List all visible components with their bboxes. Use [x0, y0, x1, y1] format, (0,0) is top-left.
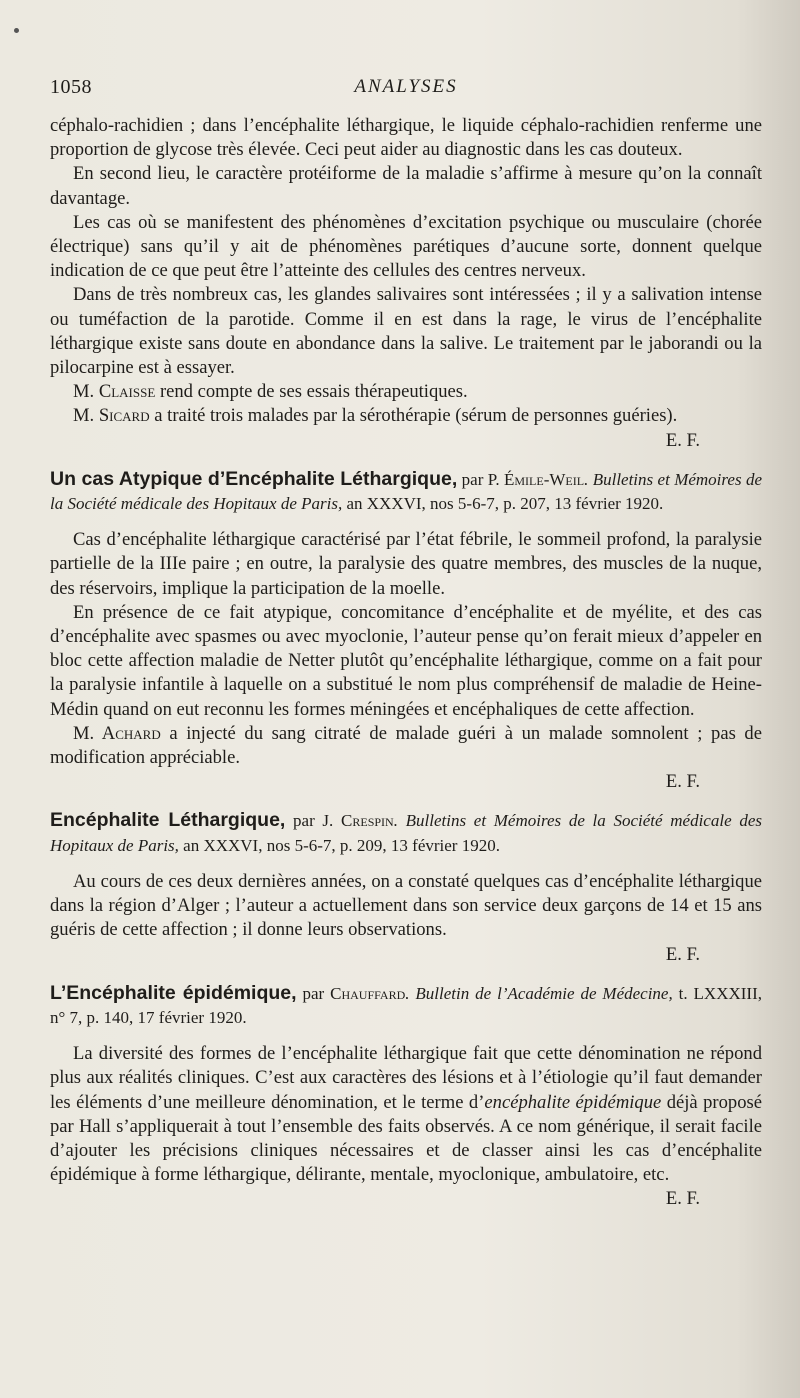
paragraph: Cas d’encéphalite léthargique caractérisé par l’état fébrile, le sommeil profond, la paralysie partielle de la IIIe paire ; en outre, la paralysie des quatre membres, des muscles de la nuque, des réservoirs, implique la participation de la moelle. [50, 529, 762, 599]
author-name: Émile-Weil [503, 469, 585, 489]
article-heading [50, 981, 762, 1030]
page-header [50, 72, 762, 102]
paragraph-text: déjà proposé par Hall s’appliquerait à tout l’ensemble des faits observés. A ce nom générique, il serait facile d’ajouter les précisions cliniques nécessaires et de classer ainsi les cas d’encéphalite épidémique à forme léthargique, délirante, mentale, myoclonique, ambulatoire, etc. [50, 1091, 762, 1186]
paragraph-text: La diversité des formes de l’encéphalite léthargique fait que cette dénomination ne répond plus aux réalités cliniques. C’est aux caractères des lésions et à l’étiologie qu’il faut demander les éléments d’une meilleure dénomination, et le terme d’ [50, 1043, 762, 1113]
signature: E. F. [665, 1188, 700, 1210]
signature: E. F. [665, 943, 700, 965]
citation-ref: t. LXXXIII, n° 7, p. 140, 17 février 1920. [50, 983, 762, 1027]
article-heading [50, 467, 762, 516]
paragraph-text: a injecté du sang citraté de malade guéri à un malade somnolent ; pas de modification appréciable. [50, 722, 762, 769]
paragraph: En présence de ce fait atypique, concomitance d’encéphalite et de myélite, et des cas d’encéphalite avec spasmes ou avec myoclonie, l’auteur pense qu’on ferait mieux d’appeler en bloc cette affection maladie de Netter plutôt qu’encéphalite léthargique, comme on a fait pour la paralysie infantile à laquelle on a substitué le nom plus compréhensif de maladie de Heine-Médin quand on eut reconnu les formes méningées et encéphaliques de cette affection. [50, 601, 762, 720]
running-head: ANALYSES [354, 76, 458, 97]
journal-source: . Bulletins et Mémoires de la Société médicale des Hopitaux de Paris, [50, 469, 762, 514]
byline: par P. [457, 469, 504, 489]
paragraph-text: a traité trois malades par la sérothérapie (sérum de personnes guéries). [149, 405, 678, 427]
emphasized-term: encéphalite épidémique [484, 1091, 662, 1113]
person-name: M. Achard [73, 722, 161, 744]
journal-source: . Bulletin de l’Académie de Médecine, [405, 983, 673, 1003]
article-title: Encéphalite Léthargique, [50, 809, 286, 832]
article-title: Un cas Atypique d’Encéphalite Léthargique, [50, 467, 458, 490]
ink-dot [14, 28, 19, 33]
article-title: L’Encéphalite épidémique, [50, 981, 297, 1004]
author-name: Chauffard [330, 983, 406, 1003]
signature: E. F. [665, 429, 700, 451]
paragraph-text: rend compte de ses essais thérapeutiques. [155, 381, 468, 403]
byline: par J. [285, 811, 342, 831]
page-body [50, 114, 762, 1212]
journal-source: . Bulletins et Mémoires de la Société médicale des Hopitaux de Paris, [50, 811, 762, 855]
paragraph: Les cas où se manifestent des phénomènes d’excitation psychique ou musculaire (chorée électrique) sans qu’il y ait de phénomènes parétiques d’aucune sorte, donnent quelque indication de ce que peut être l’atteinte des cellules des centres nerveux. [50, 211, 762, 282]
signature: E. F. [665, 771, 700, 793]
paragraph [50, 1042, 762, 1187]
person-name: M. Sicard [73, 405, 150, 427]
paragraph: céphalo-rachidien ; dans l’encéphalite léthargique, le liquide céphalo-rachidien renferme une proportion de glycose très élevée. Ceci peut aider au diagnostic dans les cas douteux. [50, 115, 762, 161]
article-heading [50, 808, 762, 857]
paragraph [50, 380, 762, 404]
page-number: 1058 [50, 76, 92, 98]
byline: par [296, 983, 331, 1003]
paragraph [50, 722, 762, 770]
citation-ref: an XXXVI, nos 5-6-7, p. 207, 13 février 1920. [342, 494, 664, 514]
paragraph: Dans de très nombreux cas, les glandes salivaires sont intéressées ; il y a salivation intense ou tuméfaction de la parotide. Comme il en est dans la rage, le virus de l’encéphalite léthargique existe sans doute en abondance dans la salive. Le traitement par le jaborandi ou la pilocarpine est à essayer. [50, 284, 762, 379]
paragraph: Au cours de ces deux dernières années, on a constaté quelques cas d’encéphalite léthargique dans la région d’Alger ; l’auteur a actuellement dans son service deux garçons de 14 et 15 ans guéris de cette affection ; il donne leurs observations. [50, 870, 762, 941]
citation-ref: an XXXVI, nos 5-6-7, p. 209, 13 février 1920. [178, 835, 500, 855]
author-name: Crespin [341, 811, 394, 831]
paragraph [50, 404, 762, 428]
paragraph: En second lieu, le caractère protéiforme de la maladie s’affirme à mesure qu’on la connaît davantage. [50, 163, 762, 209]
person-name: M. Claisse [73, 381, 156, 403]
